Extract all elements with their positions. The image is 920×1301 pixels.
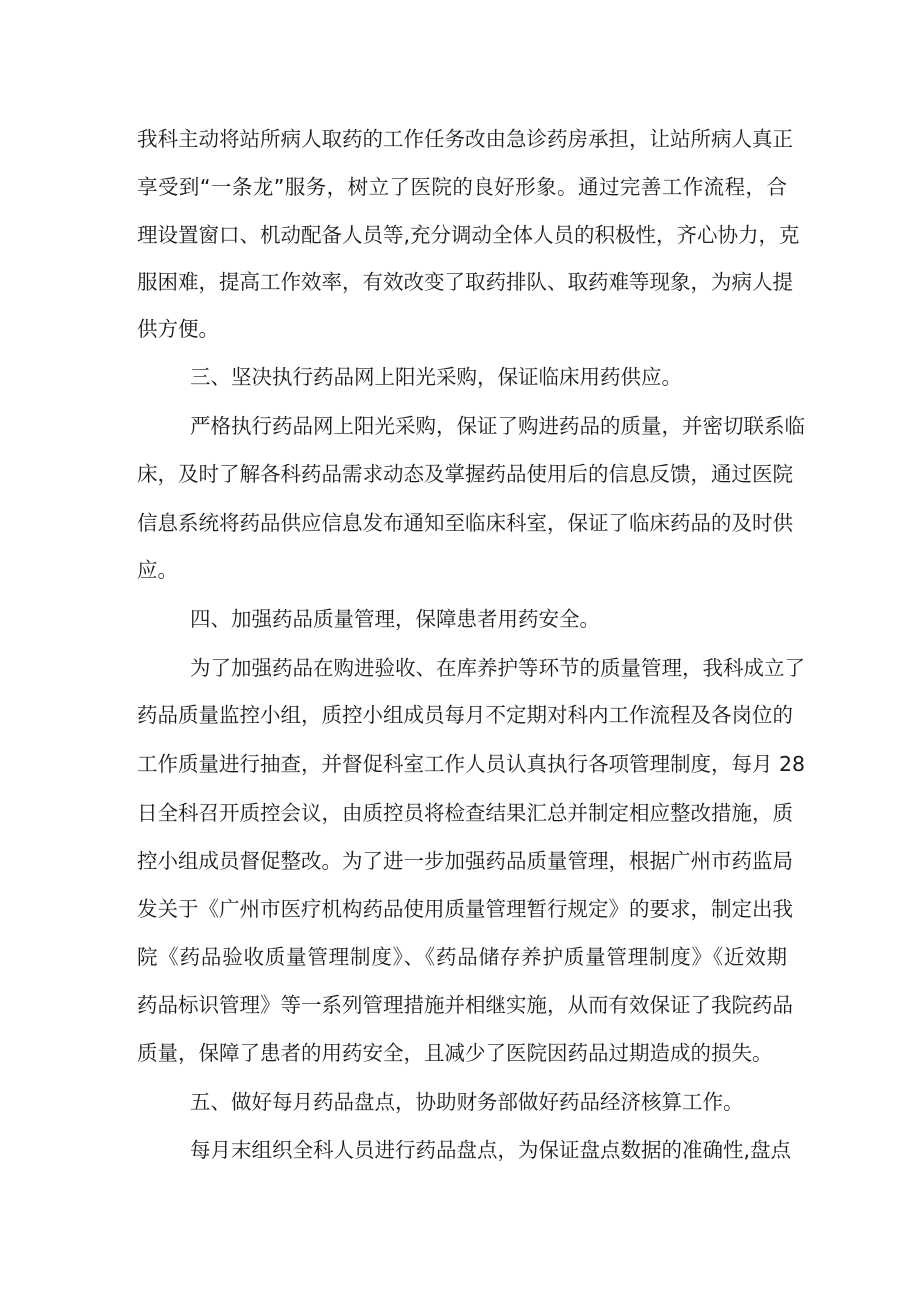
text-line: 供方便。 xyxy=(137,317,219,341)
text-line: 服困难，提高工作效率，有效改变了取药排队、取药难等现象，为病人提 xyxy=(137,270,793,294)
section-heading-4: 四、加强药品质量管理，保障患者用药安全。 xyxy=(190,607,600,631)
text-line: 理设置窗口、机动配备人员等,充分调动全体人员的积极性，齐心协力，克 xyxy=(137,223,800,247)
text-line: 严格执行药品网上阳光采购，保证了购进药品的质量，并密切联系临 xyxy=(190,414,805,438)
text-line: 享受到“一条龙”服务，树立了医院的良好形象。通过完善工作流程，合 xyxy=(137,175,787,199)
text-line: 质量，保障了患者的用药安全，且减少了医院因药品过期造成的损失。 xyxy=(137,1041,773,1065)
section-heading-5: 五、做好每月药品盘点，协助财务部做好药品经济核算工作。 xyxy=(190,1090,744,1114)
text-line: 日全科召开质控会议，由质控员将检查结果汇总并制定相应整改措施，质 xyxy=(137,801,793,825)
text-line: 院《药品验收质量管理制度》、《药品储存养护质量管理制度》《近效期 xyxy=(137,945,787,969)
text-line: 为了加强药品在购进验收、在库养护等环节的质量管理，我科成立了 xyxy=(190,656,805,680)
text-line: 我科主动将站所病人取药的工作任务改由急诊药房承担，让站所病人真正 xyxy=(137,127,793,151)
text-line: 发关于《广州市医疗机构药品使用质量管理暂行规定》的要求，制定出我 xyxy=(137,897,793,921)
text-line: 控小组成员督促整改。为了进一步加强药品质量管理，根据广州市药监局 xyxy=(137,849,793,873)
text-line: 药品标识管理》等一系列管理措施并相继实施，从而有效保证了我院药品 xyxy=(137,993,793,1017)
text-line: 信息系统将药品供应信息发布通知至临床科室，保证了临床药品的及时供 xyxy=(137,511,793,535)
text-line: 应。 xyxy=(137,558,178,582)
text-line: 床，及时了解各科药品需求动态及掌握药品使用后的信息反馈，通过医院 xyxy=(137,462,793,486)
text-line: 每月末组织全科人员进行药品盘点，为保证盘点数据的准确性,盘点 xyxy=(190,1138,792,1162)
section-heading-3: 三、坚决执行药品网上阳光采购，保证临床用药供应。 xyxy=(190,365,682,389)
text-line: 药品质量监控小组，质控小组成员每月不定期对科内工作流程及各岗位的 xyxy=(137,703,793,727)
text-line: 工作质量进行抽查，并督促科室工作人员认真执行各项管理制度，每月 28 xyxy=(137,752,806,776)
